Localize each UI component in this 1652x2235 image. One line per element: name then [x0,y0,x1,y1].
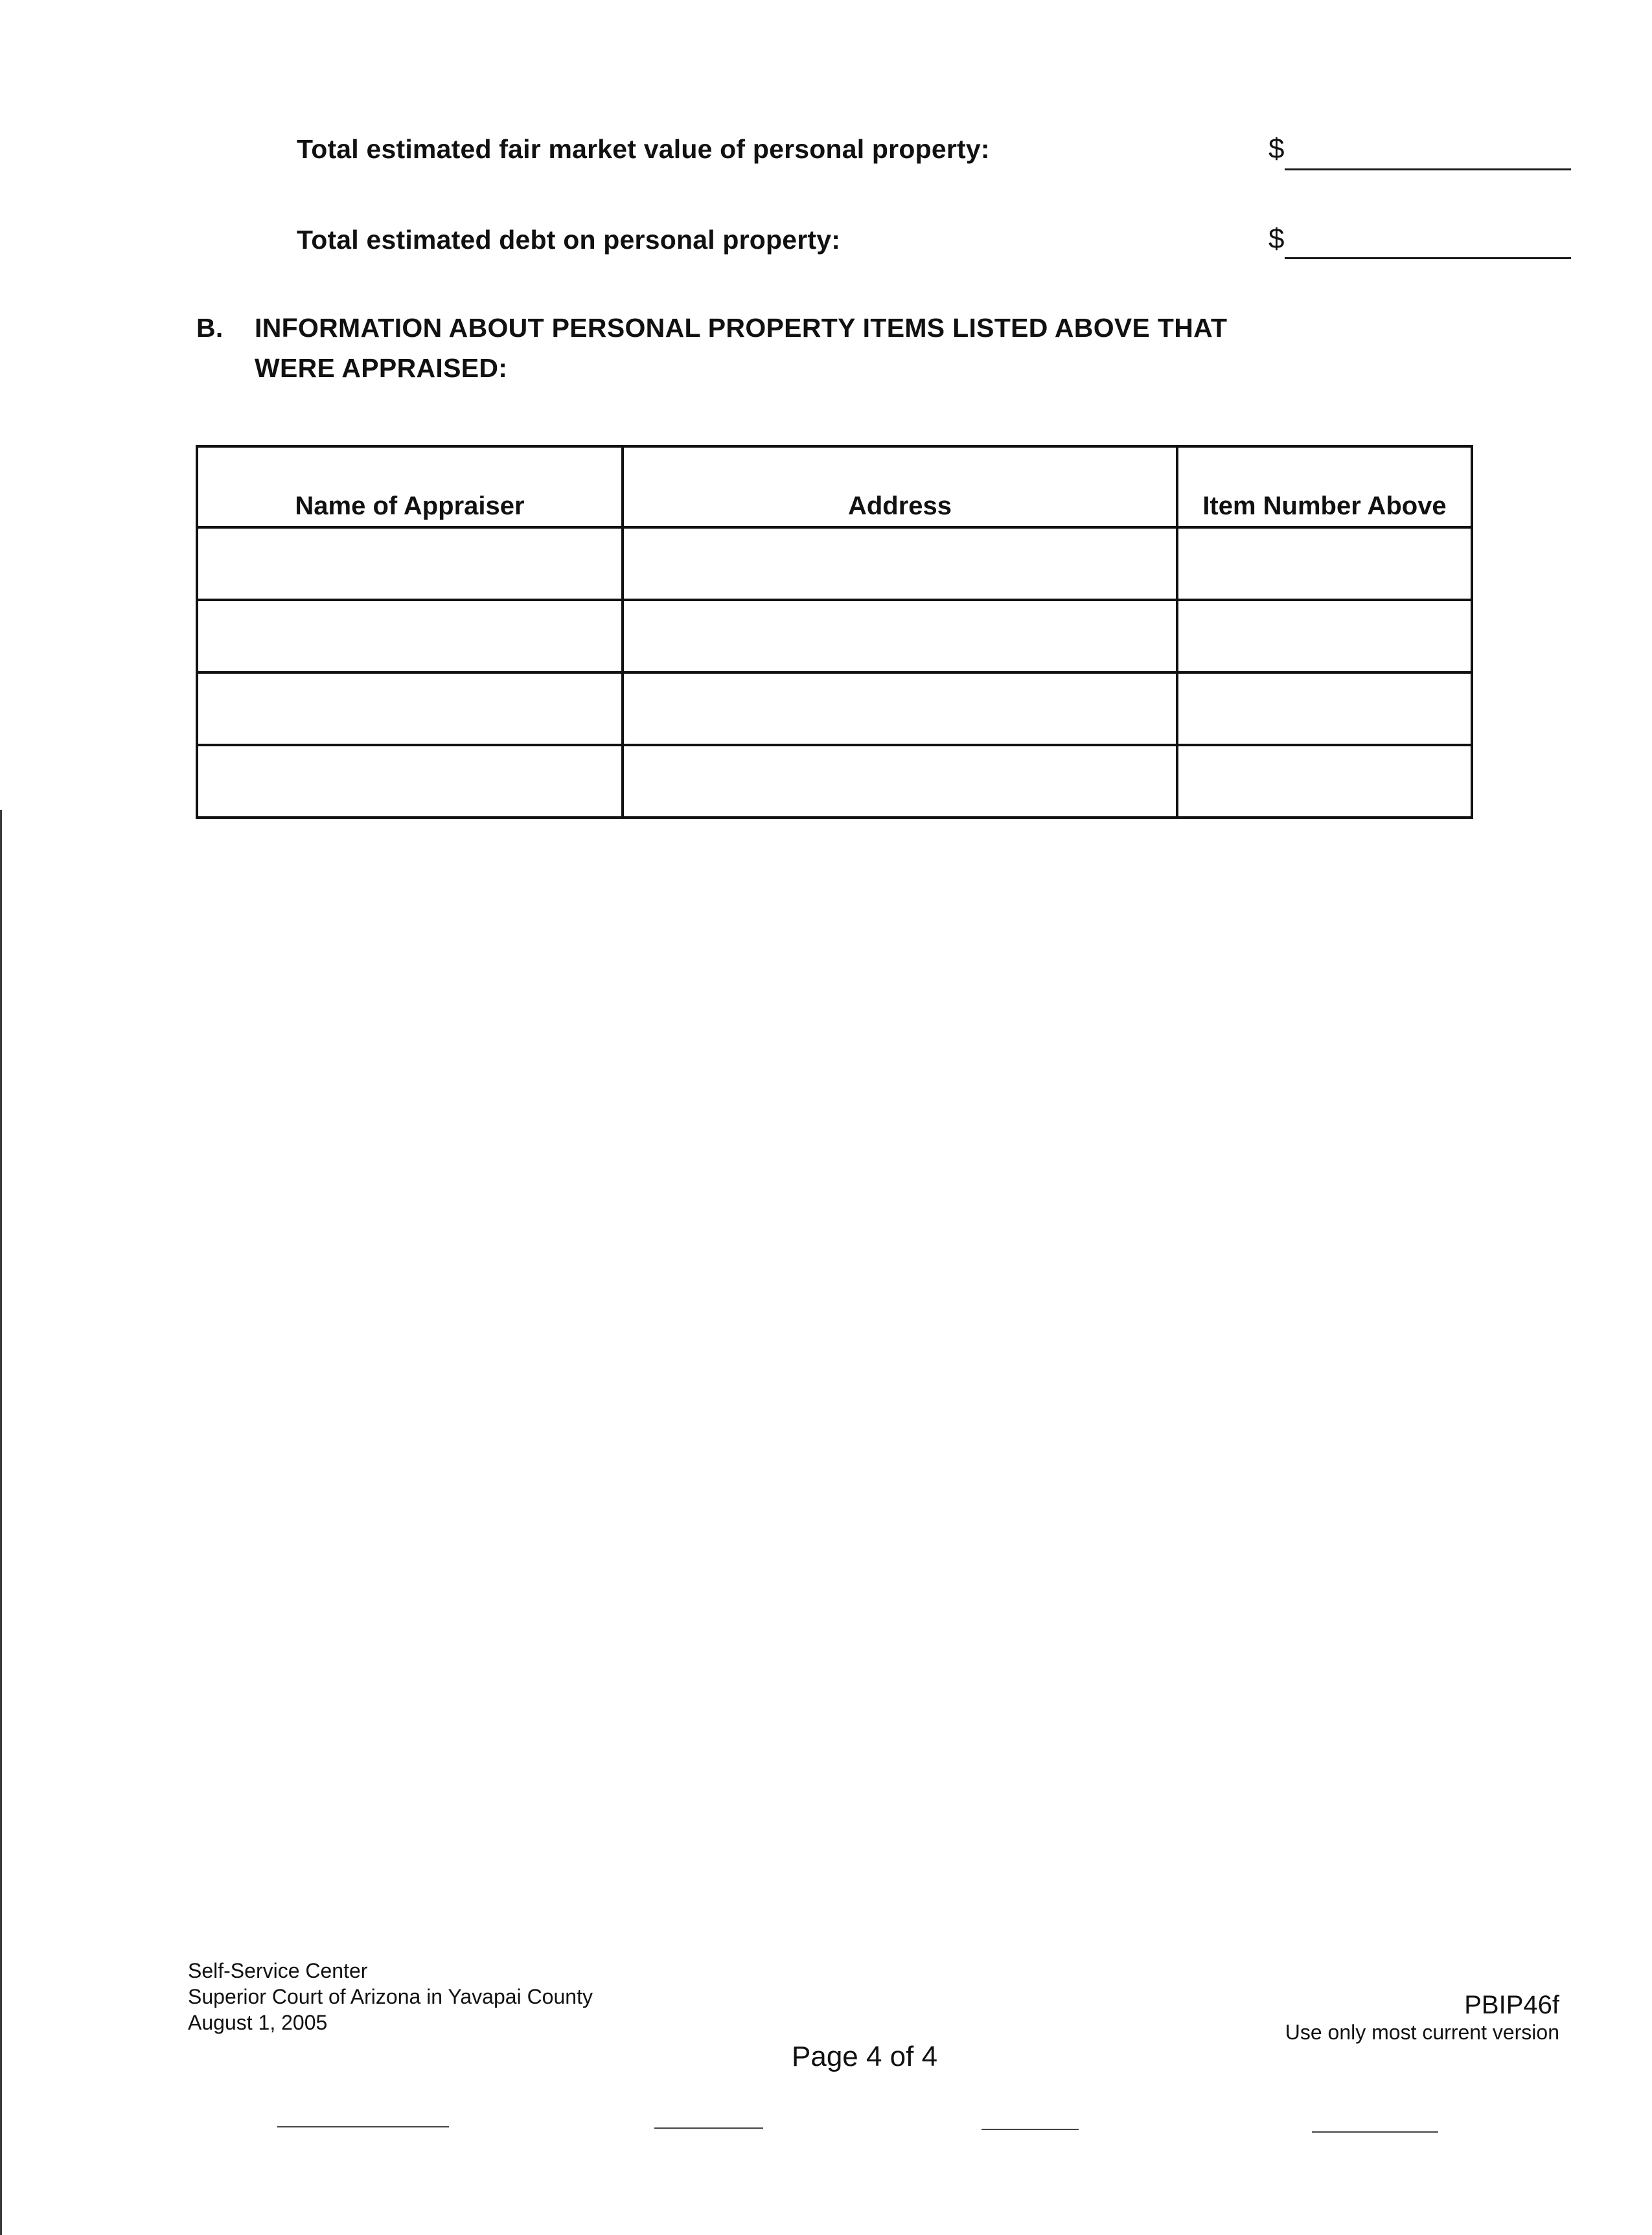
appraiser-address-cell[interactable] [623,745,1177,818]
section-b-letter: B. [196,313,224,343]
fair-market-value-dollar-sign: $ [1268,133,1285,165]
item-number-cell[interactable] [1177,745,1472,818]
scan-artifact-line [1312,2131,1438,2133]
section-b-title-line1: INFORMATION ABOUT PERSONAL PROPERTY ITEMS LISTED ABOVE THAT [255,313,1228,343]
item-number-cell[interactable] [1177,600,1472,672]
appraiser-address-cell[interactable] [623,672,1177,745]
debt-dollar-sign: $ [1268,223,1285,255]
footer-form-info [1285,1990,1559,2045]
section-b-title-line2: WERE APPRAISED: [255,353,508,383]
footer-court-info [188,1958,593,2035]
item-number-cell[interactable] [1177,527,1472,600]
debt-label: Total estimated debt on personal property: [297,225,841,255]
scan-artifact-line [654,2127,763,2129]
column-header-name: Name of Appraiser [197,446,623,527]
appraiser-name-cell[interactable] [197,745,623,818]
appraiser-name-cell[interactable] [197,600,623,672]
fair-market-value-label: Total estimated fair market value of personal property: [297,134,990,164]
appraiser-address-cell[interactable] [623,527,1177,600]
table-header-row [197,446,1472,527]
footer-date: August 1, 2005 [188,2011,328,2034]
item-number-cell[interactable] [1177,672,1472,745]
page-number: Page 4 of 4 [792,2041,938,2072]
scan-artifact-line [981,2129,1079,2130]
form-code: PBIP46f [1464,1991,1559,2019]
scan-artifact-line [277,2126,449,2127]
appraiser-name-cell[interactable] [197,527,623,600]
table-row [197,600,1472,672]
table-row [197,745,1472,818]
appraiser-table [196,445,1473,819]
version-note: Use only most current version [1285,2021,1559,2044]
column-header-address: Address [623,446,1177,527]
fair-market-value-blank[interactable] [1285,168,1571,170]
table-row [197,527,1472,600]
column-header-item-number: Item Number Above [1177,446,1472,527]
section-b-heading [196,308,1227,388]
appraiser-name-cell[interactable] [197,672,623,745]
footer-center-name: Self-Service Center [188,1959,368,1982]
table-row [197,672,1472,745]
footer-court-name: Superior Court of Arizona in Yavapai County [188,1985,593,2008]
scan-page-edge [0,810,2,2235]
appraiser-address-cell[interactable] [623,600,1177,672]
debt-blank[interactable] [1285,257,1571,259]
